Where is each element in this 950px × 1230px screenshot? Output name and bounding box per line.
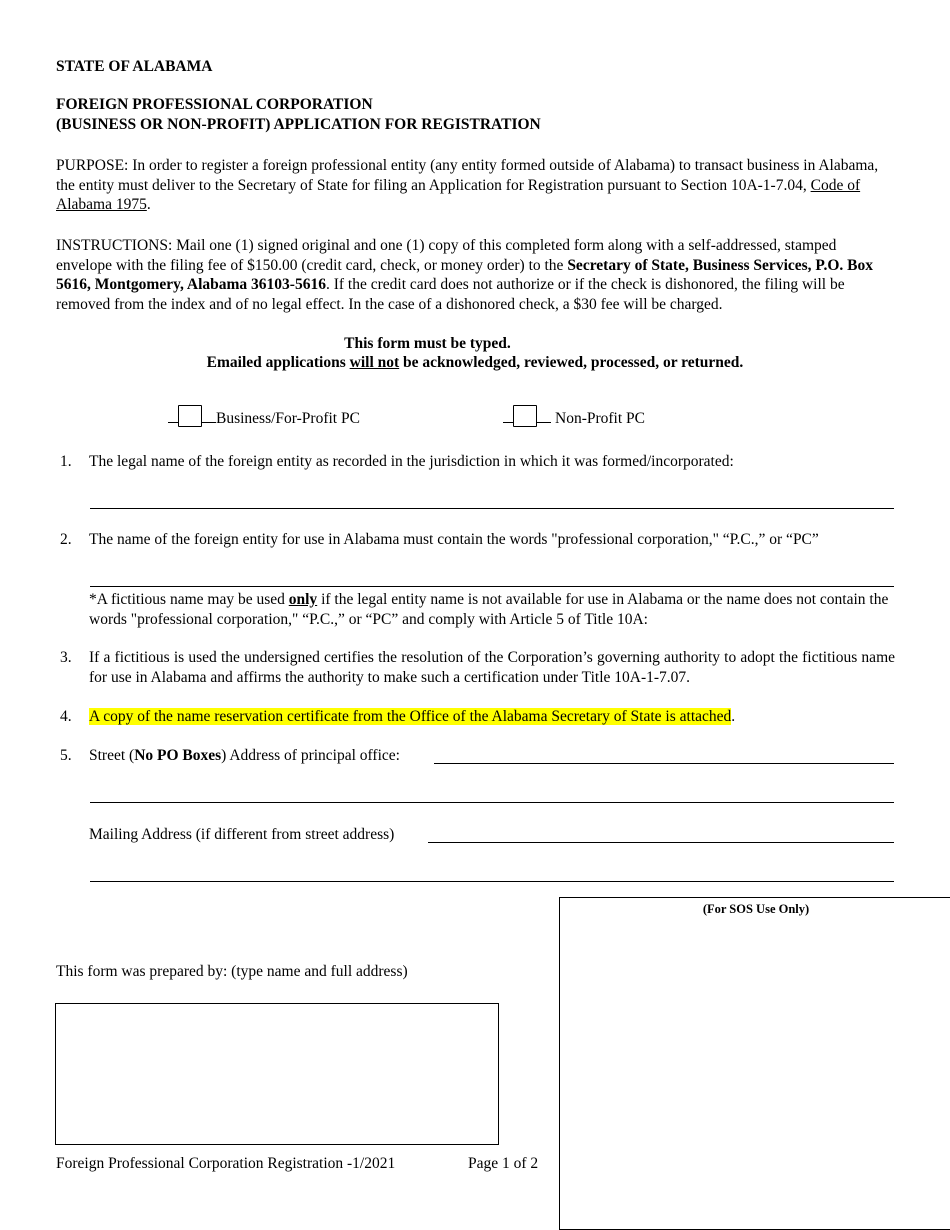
- fictitious-note: *A fictitious name may be used only if the legal entity name is not available for use in Alabama or the name does not contain the words "professional corporation," “P.C.,” or “PC” and comply with Article 5 of Title 10A:: [89, 591, 889, 628]
- option-nonprofit: [503, 405, 645, 429]
- purpose-paragraph: PURPOSE: In order to register a foreign professional entity (any entity formed outside of Alabama) to transact business in Alabama, the entity must deliver to the Secretary of State for filing an Application for Registration pursuant to Section 10A-1-7.04, Code of Alabama 1975.: [56, 157, 879, 213]
- street-address-field-line2[interactable]: [90, 802, 894, 803]
- highlighted-attachment-note: A copy of the name reservation certificate from the Office of the Alabama Secretary of State is attached: [89, 708, 732, 725]
- state-heading: STATE OF ALABAMA: [56, 58, 213, 75]
- item2-text: The name of the foreign entity for use in Alabama must contain the words "professional corporation," “P.C.,” or “PC”: [89, 531, 819, 548]
- mailing-address-field[interactable]: [428, 842, 894, 843]
- item2-number: 2.: [60, 531, 72, 548]
- item3-text: If a fictitious is used the undersigned certifies the resolution of the Corporation’s governing authority to adopt the fictitious name for use in Alabama and affirms the authority to make such a certification under Title 10A-1-7.07.: [89, 649, 895, 686]
- mailing-address-field-line2[interactable]: [90, 881, 894, 882]
- option-business: [168, 405, 360, 429]
- email-notice: Emailed applications will not be acknowledged, reviewed, processed, or returned.: [206, 354, 744, 371]
- legal-name-field[interactable]: [90, 508, 894, 509]
- prepared-by-label: This form was prepared by: (type name and full address): [56, 963, 408, 980]
- nonprofit-checkbox[interactable]: [513, 405, 537, 427]
- instructions-paragraph: INSTRUCTIONS: Mail one (1) signed original and one (1) copy of this completed form along with a self-addressed, stamped envelope with the filing fee of $150.00 (credit card, check, or money order) to the Secretary of State, Business Services, P.O. Box 5616, Montgomery, Alabama 36103-5616. If the credit card does not authorize or if the check is dishonored, the filing will be removed from the index and of no legal effect. In the case of a dishonored check, a $30 fee will be charged.: [56, 237, 873, 313]
- form-title-line1: FOREIGN PROFESSIONAL CORPORATION: [56, 96, 373, 113]
- code-of-alabama-ref: Code of Alabama 1975: [56, 176, 861, 213]
- business-checkbox[interactable]: [178, 405, 202, 427]
- item5-label: Street (No PO Boxes) Address of principal office:: [89, 747, 400, 764]
- item1-text: The legal name of the foreign entity as recorded in the jurisdiction in which it was formed/incorporated:: [89, 453, 734, 470]
- form-id-footer: Foreign Professional Corporation Registration -1/2021: [56, 1155, 396, 1172]
- typed-notice: This form must be typed.: [344, 335, 511, 352]
- form-title-line2: (BUSINESS OR NON-PROFIT) APPLICATION FOR REGISTRATION: [56, 116, 541, 133]
- mailing-address-bold: Secretary of State, Business Services, P.O. Box 5616, Montgomery, Alabama 36103-5616: [56, 256, 873, 293]
- item1-number: 1.: [60, 453, 72, 470]
- item4-number: 4.: [60, 708, 72, 725]
- street-address-field[interactable]: [434, 763, 894, 764]
- item3-number: 3.: [60, 649, 72, 666]
- mailing-address-label: Mailing Address (if different from street address): [89, 826, 395, 843]
- alabama-name-field[interactable]: [90, 586, 894, 587]
- nonprofit-label: Non-Profit PC: [555, 410, 645, 427]
- business-label: Business/For-Profit PC: [216, 410, 360, 427]
- sos-use-label: (For SOS Use Only): [702, 902, 810, 916]
- prepared-by-box[interactable]: [55, 1003, 499, 1145]
- item5-number: 5.: [60, 747, 72, 764]
- item4-text: A copy of the name reservation certificate from the Office of the Alabama Secretary of State is attached.: [89, 708, 736, 725]
- page-number: Page 1 of 2: [468, 1155, 539, 1172]
- sos-use-box: [559, 897, 950, 1230]
